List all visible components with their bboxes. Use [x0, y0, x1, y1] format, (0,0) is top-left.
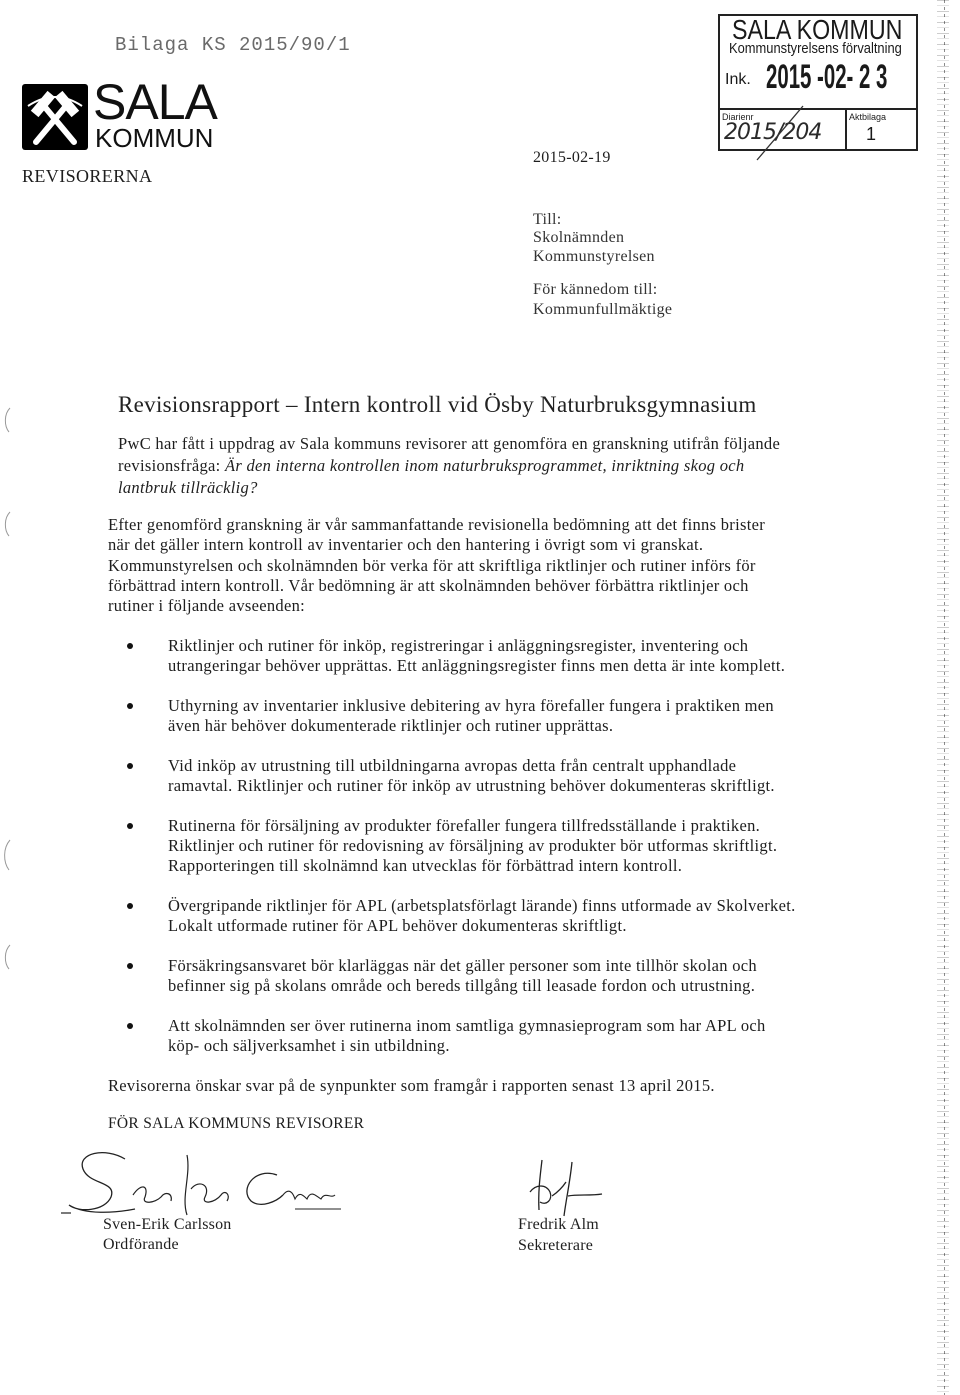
finding-line: Uthyrning av inventarier inklusive debitering av hyra förefaller fungera i praktiken men	[168, 696, 774, 715]
summary-line: Kommunstyrelsen och skolnämnden bör verka för att skriftliga riktlinjer och rutiner införs för	[108, 555, 756, 575]
signatory-role: Sekreterare	[518, 1237, 594, 1254]
intro-paragraph	[118, 434, 780, 498]
bullet-icon	[127, 703, 133, 709]
bullet-icon	[127, 643, 133, 649]
bullet-icon	[127, 903, 133, 909]
intro-lead: revisionsfråga:	[118, 456, 225, 475]
intro-line: PwC har fått i uppdrag av Sala kommuns revisorer att genomföra en granskning utifrån följande	[118, 434, 781, 453]
bullet-icon	[127, 963, 133, 969]
document-date: 2015-02-19	[533, 149, 611, 166]
summary-line: när det gäller intern kontroll av inventarier och den hantering i övrigt som vi granskat.	[108, 535, 704, 555]
summary-line: rutiner i följande avseenden:	[108, 596, 305, 616]
recipient-skolnamnden: Skolnämnden	[533, 229, 625, 246]
finding-line: Riktlinjer och rutiner för inköp, registreringar i anläggningsregister, inventering och	[168, 636, 749, 655]
handwritten-stroke	[745, 100, 815, 170]
aktbilaga-label: Aktbilaga	[849, 112, 887, 122]
finding-line: Rutinerna för försäljning av produkter förefaller fungera tillfredsställande i praktiken.	[168, 816, 761, 835]
finding-line: Riktlinjer och rutiner för redovisning av försäljning av produkter bör utformas skriftligt.	[168, 836, 778, 855]
finding-line: Att skolnämnden ser över rutinerna inom samtliga gymnasieprogram som har APL och	[168, 1016, 766, 1035]
finding-line: Lokalt utformade rutiner för APL behöver dokumenteras skriftligt.	[168, 916, 627, 935]
aktbilaga-value: 1	[866, 124, 877, 144]
signatory-name: Sven-Erik Carlsson	[103, 1216, 232, 1233]
bullet-icon	[127, 763, 133, 769]
stamp-received-date: 2015 -02- 2 3	[766, 58, 888, 96]
stamp-unit: Kommunstyrelsens förvaltning	[729, 40, 902, 57]
sala-kommun-logo	[22, 74, 222, 154]
finding-line: befinner sig på skolans område och bereds tillgång till leasade fordon och utrustning.	[168, 976, 756, 995]
signature-fredrik-alm	[520, 1152, 610, 1222]
attachment-reference: Bilaga KS 2015/90/1	[115, 34, 351, 56]
stamp-received-label: Ink.	[725, 71, 751, 88]
cc-label: För kännedom till:	[533, 281, 658, 298]
finding-line: Rapporteringen till skolnämnd kan utvecklas för förbättrad intern kontroll.	[168, 856, 683, 875]
diarienr-value: 2015/204	[724, 120, 822, 145]
finding-item	[168, 696, 774, 736]
finding-line: Vid inköp av utrustning till utbildningarna avropas detta från centralt upphandlade	[168, 756, 737, 775]
finding-line: köp- och säljverksamhet i sin utbildning.	[168, 1036, 450, 1055]
summary-line: Efter genomförd granskning är vår sammanfattande revisionella bedömning att det finns brister	[108, 515, 765, 534]
finding-line: Övergripande riktlinjer för APL (arbetsplatsförlagt lärande) finns utformade av Skolverket.	[168, 896, 796, 915]
audit-question: Är den interna kontrollen inom naturbruksprogrammet, inriktning skog och	[224, 456, 745, 475]
bullet-icon	[127, 823, 133, 829]
finding-item	[168, 636, 785, 676]
summary-paragraph	[108, 515, 765, 616]
finding-item	[168, 756, 775, 796]
logo-subtitle: KOMMUN	[95, 123, 214, 153]
scan-edge-noise	[937, 0, 949, 1395]
scan-edge-line	[944, 0, 945, 1395]
stamp-organisation: SALA KOMMUN	[732, 14, 903, 45]
cc-recipient-kommunfullmaktige: Kommunfullmäktige	[533, 301, 673, 318]
signatory-role: Ordförande	[103, 1236, 179, 1253]
finding-item	[168, 816, 777, 876]
diarienr-label: Diarienr	[722, 112, 754, 122]
signoff: FÖR SALA KOMMUNS REVISORER	[108, 1115, 365, 1132]
signature-sven-erik-carlsson	[55, 1145, 345, 1225]
stamp-divider	[845, 110, 847, 151]
finding-item	[168, 1016, 766, 1056]
finding-item	[168, 896, 796, 936]
signatory-name: Fredrik Alm	[518, 1216, 599, 1233]
finding-line: ramavtal. Riktlinjer och rutiner för inköp av utrustning behöver dokumenteras skriftligt.	[168, 776, 775, 795]
finding-line: utrangeringar behöver upprättas. Ett anläggningsregister finns men detta är inte komplett.	[168, 656, 786, 675]
finding-line: Försäkringsansvaret bör klarläggas när det gäller personer som inte tillhör skolan och	[168, 956, 757, 975]
audit-question-end: lantbruk tillräcklig?	[118, 478, 258, 497]
logo-name: SALA	[93, 74, 217, 130]
finding-item	[168, 956, 757, 996]
closing-request: Revisorerna önskar svar på de synpunkter som framgår i rapporten senast 13 april 2015.	[108, 1076, 715, 1095]
summary-line: förbättrad intern kontroll. Vår bedömning är att skolnämnden behöver förbättra riktlinjer och	[108, 575, 749, 595]
finding-line: även här behöver dokumenterade riktlinjer och rutiner upprättas.	[168, 716, 614, 735]
to-label: Till:	[533, 211, 562, 228]
report-title: Revisionsrapport – Intern kontroll vid Ösby Naturbruksgymnasium	[118, 392, 757, 417]
intro-line	[118, 456, 780, 478]
recipient-kommunstyrelsen: Kommunstyrelsen	[533, 248, 655, 265]
crossed-hammers-icon	[22, 84, 88, 150]
scan-margin-marks	[0, 400, 14, 980]
bullet-icon	[127, 1023, 133, 1029]
department-name: REVISORERNA	[22, 166, 153, 186]
